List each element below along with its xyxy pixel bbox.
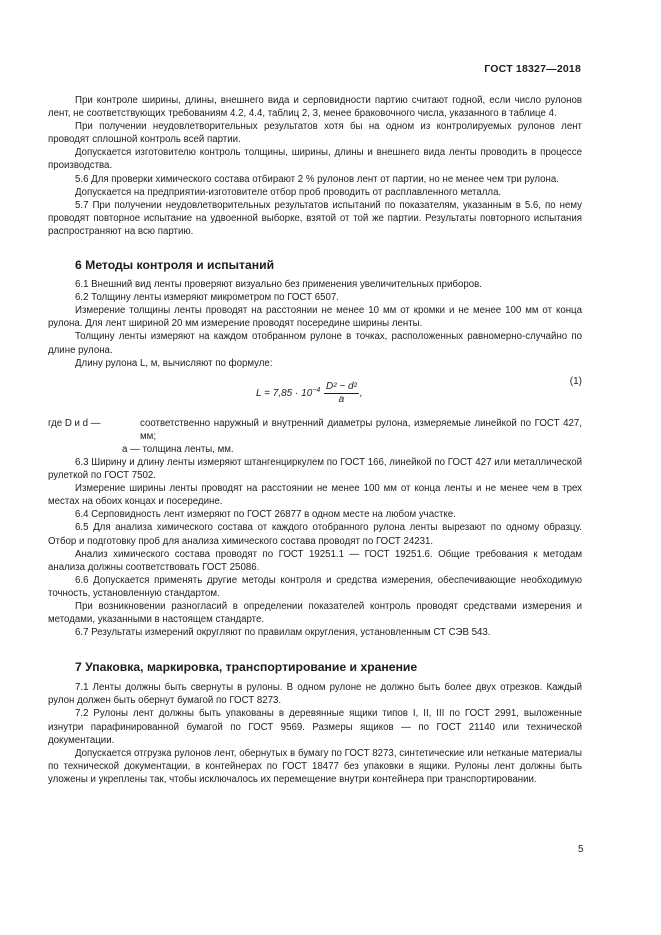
paragraph: 5.7 При получении неудовлетворительных результатов испытаний по показателям, указанным в 5.6, по нему проводят повторное испытание на удвоенной выборке, взятой от той же партии. Результаты повторного испытания распространяют на всю партию. [48, 199, 582, 237]
legend-label: где D и d — [48, 417, 101, 429]
formula-legend [48, 417, 582, 456]
section-7-heading: 7 Упаковка, маркировка, транспортирование и хранение [75, 660, 418, 675]
paragraph: Допускается на предприятии-изготовителе отбор проб проводить от расплавленного металла. [75, 186, 502, 198]
paragraph: Допускается изготовителю контроль толщины, ширины, длины и внешнего вида ленты проводить в процессе производства. [48, 147, 582, 172]
paragraph: При возникновении разногласий в определении показателей контроль проводят средствами измерения и методами, указанными в настоящем стандарте. [48, 601, 582, 626]
paragraph: Длину рулона L, м, вычисляют по формуле: [75, 357, 273, 369]
paragraph: 6.1 Внешний вид ленты проверяют визуально без применения увеличительных приборов. [75, 279, 482, 291]
formula-exponent: −4 [312, 386, 321, 394]
paragraph: 6.2 Толщину ленты измеряют микрометром по ГОСТ 6507. [75, 292, 339, 304]
paragraph: 6.6 Допускается применять другие методы контроля и средства измерения, обеспечивающие необходимую точность, установленную стандартом. [48, 574, 582, 599]
paragraph: 7.1 Ленты должны быть свернуты в рулоны. В одном рулоне не должно быть более двух отрезков. Каждый рулон должен быть обернут бумагой по ГОСТ 8273. [48, 682, 582, 707]
formula-number: (1) [569, 375, 582, 387]
paragraph: 6.7 Результаты измерений округляют по правилам округления, установленным СТ СЭВ 543. [75, 627, 491, 639]
paragraph: Допускается отгрузка рулонов лент, обернутых в бумагу по ГОСТ 8273, синтетические или нетканые материалы по технической документации, в контейнерах по ГОСТ 18477 без упаковки в ящики. Рулоны лент должны быть уложены и укреплены так, чтобы исключалось их перемещение внутри контейнера при транспортировании. [48, 747, 582, 785]
paragraph: Измерение толщины ленты проводят на расстоянии не менее 10 мм от кромки и не менее 100 мм от конца рулона. Для лент шириной 20 мм измерение проводят посередине ширины ленты. [48, 305, 582, 330]
document-id: ГОСТ 18327—2018 [484, 63, 581, 75]
paragraph: 5.6 Для проверки химического состава отбирают 2 % рулонов лент от партии, но не менее чем три рулона. [75, 173, 559, 185]
paragraph: При получении неудовлетворительных результатов хотя бы на одном из контролируемых рулонов лент проводят сплошной контроль всей партии. [48, 121, 582, 146]
legend-text: a — толщина ленты, мм. [122, 443, 234, 455]
page-body [48, 94, 582, 786]
paragraph: Анализ химического состава проводят по ГОСТ 19251.1 — ГОСТ 19251.6. Общие требования к методам анализа должны соответствовать ГОСТ 25086. [48, 548, 582, 573]
paragraph: 6.4 Серповидность лент измеряют по ГОСТ 26877 в одном месте на любом участке. [75, 509, 456, 521]
paragraph: Толщину ленты измеряют на каждом отобранном рулоне в точках, расположенных равномерно-случайно по длине рулона. [48, 331, 582, 356]
paragraph: При контроле ширины, длины, внешнего вида и серповидности партию считают годной, если число рулонов лент, не соответствующих требованиям 4.2, 4.4, таблиц 2, 3, менее браковочного числа, указанного в таблице 4. [48, 95, 582, 120]
formula-denominator: a [338, 393, 345, 405]
paragraph: 6.3 Ширину и длину ленты измеряют штангенциркулем по ГОСТ 166, линейкой по ГОСТ 427 или металлической рулеткой по ГОСТ 7502. [48, 456, 582, 482]
section-6-heading: 6 Методы контроля и испытаний [75, 258, 275, 273]
paragraph: Измерение ширины ленты проводят на расстоянии не менее 100 мм от конца ленты и не менее чем в трех местах на обоих концах и посередине. [48, 483, 582, 508]
formula-1 [48, 375, 582, 409]
formula-numerator: D² − d² [326, 380, 357, 392]
formula-expression [256, 381, 363, 406]
legend-text: соответственно наружный и внутренний диаметры рулона, измеряемые линейкой по ГОСТ 427, мм; [140, 417, 582, 442]
paragraph: 7.2 Рулоны лент должны быть упакованы в деревянные ящики типов I, II, III по ГОСТ 2991, выложенные изнутри парафинированной бумагой по ГОСТ 9569. Размеры ящиков — по ГОСТ 21140 или технической документации. [48, 708, 582, 746]
formula-tail: , [359, 387, 363, 399]
page-number: 5 [578, 844, 584, 855]
formula-fraction [324, 381, 359, 406]
paragraph: 6.5 Для анализа химического состава от каждого отобранного рулона ленты вырезают по одному образцу. Отбор и подготовку проб для анализа химического состава проводят по ГОСТ 24231. [48, 522, 582, 547]
formula-lhs: L = 7,85 · 10 [256, 387, 313, 399]
